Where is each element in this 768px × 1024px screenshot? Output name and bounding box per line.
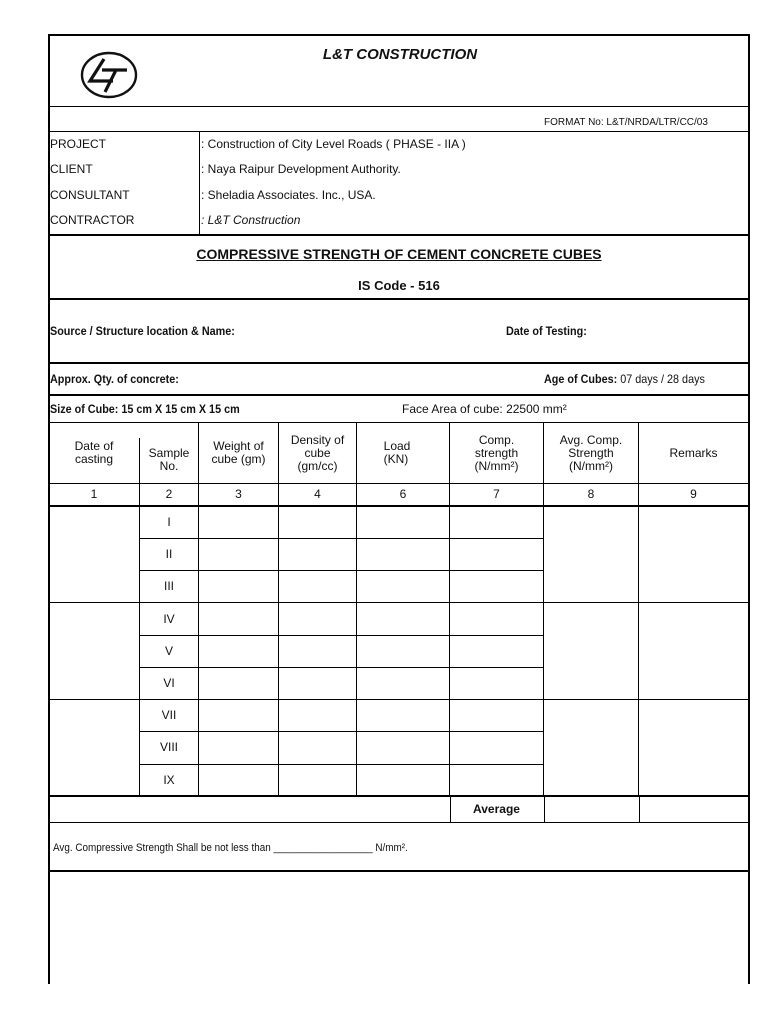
info-label-client: CLIENT — [50, 162, 93, 176]
info-value-client: : Naya Raipur Development Authority. — [201, 162, 401, 176]
divider — [48, 505, 750, 507]
frame-right-border — [748, 34, 750, 984]
column-number: 6 — [399, 487, 407, 501]
is-code: IS Code - 516 — [358, 278, 440, 293]
age-of-cubes — [544, 372, 705, 386]
sample-number: VIII — [159, 740, 178, 755]
header-sample-no: Sample No. — [148, 446, 190, 473]
avg-divider — [639, 795, 640, 822]
row-divider — [139, 731, 543, 732]
row-divider — [139, 538, 543, 539]
column-divider — [278, 422, 279, 795]
header-comp-strength: Comp. strength (N/mm²) — [474, 432, 519, 473]
header-avg-comp-strength: Avg. Comp. Strength (N/mm²) — [559, 432, 623, 473]
header-remarks: Remarks — [669, 445, 718, 460]
divider — [48, 131, 750, 132]
size-of-cube-label: Size of Cube: 15 cm X 15 cm X 15 cm — [50, 402, 240, 416]
report-title: COMPRESSIVE STRENGTH OF CEMENT CONCRETE CUBES — [196, 246, 602, 262]
frame-top-border — [48, 34, 750, 36]
group-divider — [48, 602, 750, 603]
info-value-consultant: : Sheladia Associates. Inc., USA. — [201, 188, 376, 202]
average-label: Average — [473, 802, 520, 816]
header-date-of-casting: Date of casting — [74, 439, 114, 466]
divider — [48, 298, 750, 300]
approx-qty-label: Approx. Qty. of concrete: — [50, 372, 179, 386]
divider — [48, 362, 750, 364]
sample-number: II — [165, 547, 173, 562]
column-divider — [198, 422, 199, 795]
avg-divider — [450, 795, 451, 822]
column-number: 4 — [314, 487, 321, 501]
sample-number: VII — [161, 708, 177, 723]
column-divider — [638, 422, 639, 795]
divider — [48, 394, 750, 396]
column-number: 2 — [165, 487, 173, 501]
sample-number: IX — [163, 772, 175, 787]
age-value: 07 days / 28 days — [620, 372, 705, 386]
divider — [48, 483, 750, 484]
divider — [48, 106, 750, 107]
sample-number: VI — [163, 676, 175, 690]
sample-number: IV — [163, 611, 175, 626]
divider — [48, 795, 750, 797]
group-divider — [48, 699, 750, 700]
info-label-contractor: CONTRACTOR — [50, 213, 135, 227]
info-label-consultant: CONSULTANT — [50, 188, 130, 202]
divider — [48, 822, 750, 823]
column-divider — [449, 422, 450, 795]
column-number: 3 — [235, 487, 242, 501]
column-divider — [543, 422, 544, 795]
column-divider — [356, 422, 357, 795]
frame-left-border — [48, 34, 50, 984]
date-testing-label: Date of Testing: — [506, 324, 587, 338]
sample-number: V — [164, 643, 173, 658]
header-weight: Weight of cube (gm) — [211, 439, 266, 466]
divider — [48, 234, 750, 236]
column-number: 7 — [493, 487, 500, 501]
sample-number: III — [163, 579, 174, 594]
divider — [48, 422, 750, 423]
info-value-project: : Construction of City Level Roads ( PHASE - IIA ) — [201, 137, 466, 151]
source-location-label: Source / Structure location & Name: — [50, 324, 235, 338]
header-load: Load (KN) — [383, 439, 411, 466]
divider — [48, 870, 750, 872]
column-number: 8 — [587, 487, 595, 501]
format-number: FORMAT No: L&T/NRDA/LTR/CC/03 — [544, 117, 708, 128]
row-divider — [139, 570, 543, 571]
info-divider — [199, 131, 200, 234]
header-density: Density of cube (gm/cc) — [290, 432, 345, 473]
info-label-project: PROJECT — [50, 137, 107, 151]
company-title: L&T CONSTRUCTION — [322, 46, 478, 63]
avg-divider — [544, 795, 545, 822]
lt-logo — [80, 50, 138, 100]
column-number: 1 — [90, 487, 98, 501]
column-number: 9 — [690, 487, 697, 501]
footer-note: Avg. Compressive Strength Shall be not less than __________________ N/mm². — [53, 842, 408, 854]
row-divider — [139, 635, 543, 636]
sample-number: I — [167, 515, 171, 529]
face-area-label: Face Area of cube: 22500 mm² — [402, 402, 567, 416]
row-divider — [139, 667, 543, 668]
age-label: Age of Cubes: — [544, 372, 618, 386]
info-value-contractor: : L&T Construction — [201, 213, 301, 227]
row-divider — [139, 764, 543, 765]
